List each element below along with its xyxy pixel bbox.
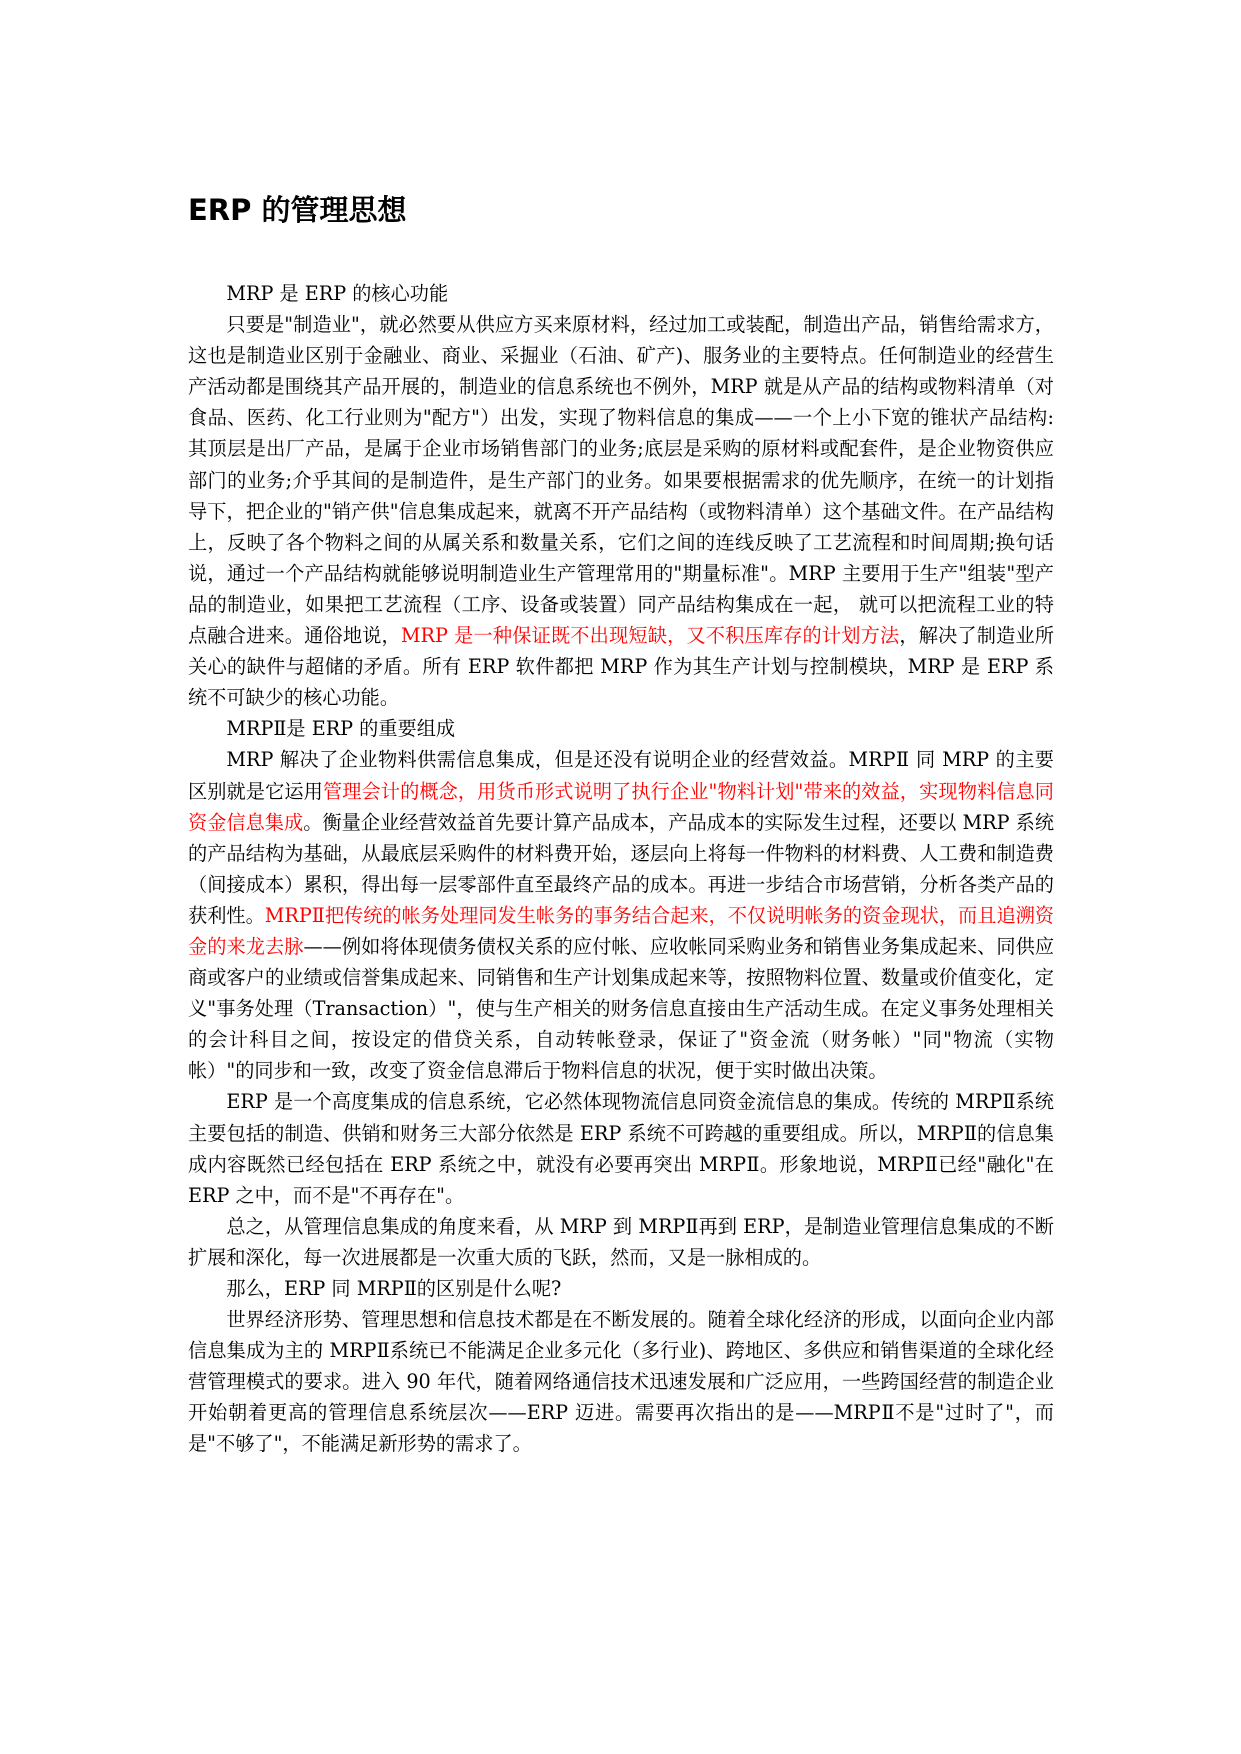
paragraph	[188, 1273, 1054, 1304]
paragraph-text: MRP 解决了企业物料供需信息集成，但是还没有说明企业的经营效益。MRPⅡ 同 MRP 的主要区别就是它运用	[188, 748, 1054, 803]
highlighted-text: 管理会计的概念，用货币形式说明了执行企业"物料计划"带来的效益，实现物料信息同资金信息集成	[188, 779, 1054, 834]
paragraph-text: ，解决了制造业所关心的缺件与超储的矛盾。所有 ERP 软件都把 MRP 作为其生产计划与控制模块，MRP 是 ERP 系统不可缺少的核心功能。	[188, 624, 1055, 710]
paragraph-text: 那么，ERP 同 MRPⅡ的区别是什么呢?	[226, 1277, 562, 1300]
paragraph-text: 总之，从管理信息集成的角度来看，从 MRP 到 MRPⅡ再到 ERP，是制造业管理信息集成的不断扩展和深化，每一次进展都是一次重大质的飞跃，然而，又是一脉相成的。	[188, 1214, 1054, 1269]
paragraph	[188, 278, 1054, 309]
paragraph	[188, 1086, 1054, 1210]
paragraph	[188, 1304, 1054, 1459]
paragraph-text: MRP 是 ERP 的核心功能	[226, 282, 449, 305]
highlighted-text: MRP 是一种保证既不出现短缺，又不积压库存的计划方法	[400, 624, 900, 648]
highlighted-text: MRPⅡ把传统的帐务处理同发生帐务的事务结合起来，不仅说明帐务的资金现状，而且追溯资金的来龙去脉	[188, 903, 1055, 958]
paragraph-text: 只要是"制造业"，就必然要从供应方买来原材料，经过加工或装配，制造出产品，销售给需求方，这也是制造业区别于金融业、商业、采掘业（石油、矿产)、服务业的主要特点。任何制造业的经营生产活动都是围绕其产品开展的，制造业的信息系统也不例外，MRP 就是从产品的结构或物料清单（对食品、医药、化工行业则为"配方"）出发，实现了物料信息的集成——一个上小下宽的锥状产品结构: 其顶层是出厂产品，是属于企业市场销售部门的业务;底层是采购的原材料或配套件，是企业物资供应部门的业务;介乎其间的是制造件，是生产部门的业务。如果要根据需求的优先顺序，在统一的计划指导下，把企业的"销产供"信息集成起来，就离不开产品结构（或物料清单）这个基础文件。在产品结构上，反映了各个物料之间的从属关系和数量关系，它们之间的连线反映了工艺流程和时间周期;换句话说，通过一个产品结构就能够说明制造业生产管理常用的"期量标准"。MRP 主要用于生产"组装"型产品的制造业，如果把工艺流程（工序、设备或装置）同产品结构集成在一起， 就可以把流程工业的特点融合进来。通俗地说，	[188, 313, 1054, 648]
paragraph-text: 世界经济形势、管理思想和信息技术都是在不断发展的。随着全球化经济的形成，以面向企业内部信息集成为主的 MRPⅡ系统已不能满足企业多元化（多行业)、跨地区、多供应和销售渠道的全球化经营管理模式的要求。进入 90 年代，随着网络通信技术迅速发展和广泛应用，一些跨国经营的制造企业开始朝着更高的管理信息系统层次——ERP 迈进。需要再次指出的是——MRPⅡ不是"过时了"，而是"不够了"，不能满足新形势的需求了。	[188, 1308, 1054, 1456]
paragraph-text: ——例如将体现债务债权关系的应付帐、应收帐同采购业务和销售业务集成起来、同供应商或客户的业绩或信誉集成起来、同销售和生产计划集成起来等，按照物料位置、数量或价值变化，定义"事务处理（Transaction）"，使与生产相关的财务信息直接由生产活动生成。在定义事务处理相关的会计科目之间，按设定的借贷关系，自动转帐登录，保证了"资金流（财务帐）"同"物流（实物帐）"的同步和一致，改变了资金信息滞后于物料信息的状况，便于实时做出决策。	[188, 934, 1055, 1083]
paragraph-text: 。衡量企业经营效益首先要计算产品成本，产品成本的实际发生过程，还要以 MRP 系统的产品结构为基础，从最底层采购件的材料费开始，逐层向上将每一件物料的材料费、人工费和制造费（间接成本）累积，得出每一层零部件直至最终产品的成本。再进一步结合市场营销，分析各类产品的获利性。	[188, 810, 1055, 927]
paragraph	[188, 744, 1054, 1086]
document-body	[188, 278, 1054, 1460]
paragraph	[188, 713, 1054, 744]
paragraph-text: MRPⅡ是 ERP 的重要组成	[226, 717, 456, 741]
document-title: ERP 的管理思想	[188, 193, 407, 227]
paragraph	[188, 309, 1054, 713]
paragraph	[188, 1211, 1054, 1273]
document-page	[188, 190, 1054, 1460]
paragraph-text: ERP 是一个高度集成的信息系统，它必然体现物流信息同资金流信息的集成。传统的 MRPⅡ系统主要包括的制造、供销和财务三大部分依然是 ERP 系统不可跨越的重要组成。所以，MRPⅡ的信息集成内容既然已经包括在 ERP 系统之中，就没有必要再突出 MRPⅡ。形象地说，MRPⅡ已经"融化"在 ERP 之中，而不是"不再存在"。	[188, 1090, 1054, 1207]
